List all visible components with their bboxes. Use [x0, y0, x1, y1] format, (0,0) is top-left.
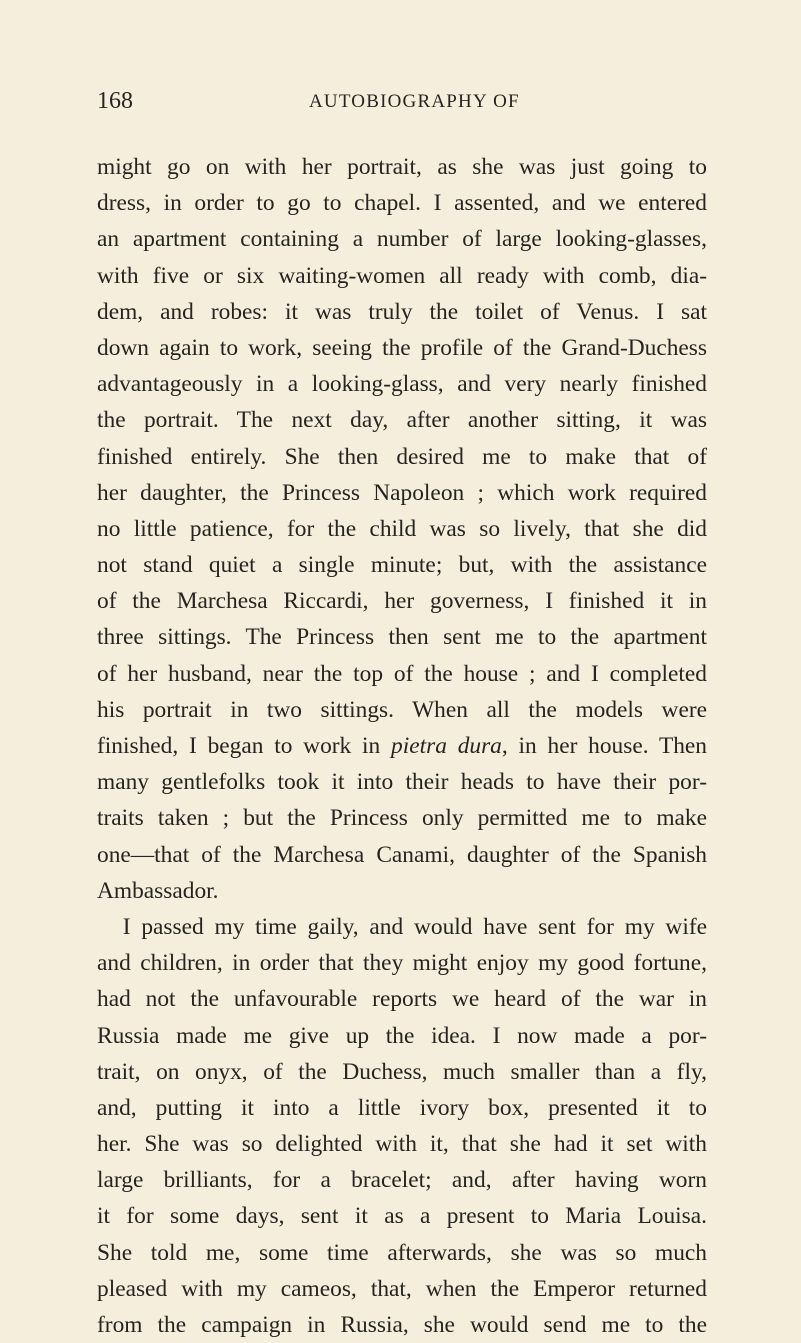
text-line: it for some days, sent it as a present to Maria Louisa. [97, 1203, 707, 1230]
running-title: AUTOBIOGRAPHY OF [309, 91, 520, 112]
text-line: an apartment containing a number of large looking-glasses, [97, 226, 707, 253]
text-line: one—that of the Marchesa Canami, daughter of the Spanish [97, 841, 707, 868]
text-segment: finished, I began to work in [97, 733, 392, 759]
text-line: his portrait in two sittings. When all the models were [97, 696, 707, 723]
text-line: with five or six waiting-women all ready with comb, dia- [97, 262, 707, 289]
italic-term: pietra dura [391, 733, 502, 759]
text-line: of the Marchesa Riccardi, her governess, I finished it in [97, 588, 707, 615]
text-line: Russia made me give up the idea. I now made a por- [97, 1022, 707, 1049]
text-line-with-italic [97, 728, 707, 764]
text-line: the portrait. The next day, after another sitting, it was [97, 407, 707, 434]
text-line: three sittings. The Princess then sent me to the apartment [97, 624, 707, 651]
text-line: dress, in order to go to chapel. I assented, and we entered [97, 190, 707, 217]
text-line: She told me, some time afterwards, she was so much [97, 1239, 707, 1266]
text-line: and children, in order that they might enjoy my good fortune, [97, 950, 707, 977]
text-line: trait, on onyx, of the Duchess, much smaller than a fly, [97, 1058, 707, 1085]
running-head [97, 88, 707, 118]
text-line: dem, and robes: it was truly the toilet of Venus. I sat [97, 298, 707, 325]
text-line: had not the unfavourable reports we heard of the war in [97, 986, 707, 1013]
text-line: down again to work, seeing the profile of the Grand-Duchess [97, 334, 707, 361]
text-line: not stand quiet a single minute; but, with the assistance [97, 552, 707, 579]
text-line: and, putting it into a little ivory box, presented it to [97, 1094, 707, 1121]
body-text [97, 149, 707, 1343]
page-number: 168 [97, 88, 133, 114]
text-line: might go on with her portrait, as she was just going to [97, 154, 707, 180]
text-line: traits taken ; but the Princess only permitted me to make [97, 805, 707, 832]
paragraph-start-line: I passed my time gaily, and would have sent for my wife [122, 913, 707, 940]
text-line: finished entirely. She then desired me to make that of [97, 443, 707, 470]
paragraph-end-line: Ambassador. [97, 877, 219, 904]
text-line: many gentlefolks took it into their heads to have their por- [97, 769, 707, 796]
text-segment: , in her house. Then [501, 733, 708, 759]
text-line: of her husband, near the top of the house ; and I completed [97, 660, 707, 687]
text-line: advantageously in a looking-glass, and very nearly finished [97, 371, 707, 398]
text-line: pleased with my cameos, that, when the Emperor returned [97, 1275, 707, 1302]
text-line: from the campaign in Russia, she would send me to the [97, 1312, 707, 1338]
text-line: her daughter, the Princess Napoleon ; which work required [97, 479, 707, 506]
text-line: her. She was so delighted with it, that she had it set with [97, 1131, 707, 1158]
text-line: no little patience, for the child was so lively, that she did [97, 515, 707, 542]
text-line: large brilliants, for a bracelet; and, after having worn [97, 1167, 707, 1194]
